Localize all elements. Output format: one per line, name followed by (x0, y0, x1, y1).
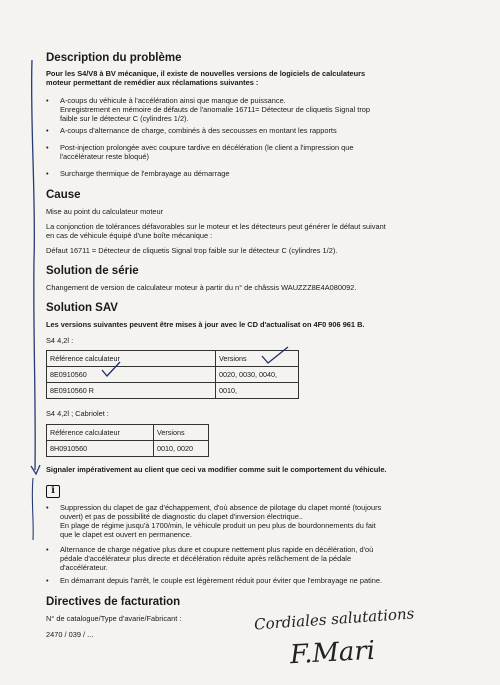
table-header-cell: Versions (216, 351, 299, 367)
table-cell: 0020, 0030, 0040, (216, 367, 299, 383)
section-title-description: Description du problème (46, 52, 182, 64)
cause-line-2: La conjonction de tolérances défavorables sur le moteur et les détecteurs peut générer le défaut suivant (46, 222, 386, 231)
facturation-line-1: N° de catalogue/Type d'avarie/Fabricant : (46, 614, 182, 623)
table-cell: 8E0910560 (47, 367, 216, 383)
table-cell: 8H0910560 (47, 441, 154, 457)
document-page: Description du problème Pour les S4/V8 à BV mécanique, il existe de nouvelles versions de logiciels de calculateurs moteur permettant de remédier aux réclamations suivantes : • A-coups du véhicule à l'accélération ainsi que manque de puissance. Enregistrement en mémoire de défauts de l'anomalie 16711= Détecteur de cliquetis Signal trop faible sur le détecteur C (cylindres 1/2). • A-coups d'alternance de charge, combinés à des secousses en montant les rapports • Post-injection prolongée avec coupure tardive en décélération (le client a l'impression que l'accélérateur reste bloqué) • Surcharge thermique de l'embrayage au démarrage Cause Mise au point du calculateur moteur La conjonction de tolérances défavorables sur le moteur et les détecteurs peut générer le défaut suivant en cas de véhicule équipé d'une boîte mécanique : Défaut 16711 = Détecteur de cliquetis Signal trop faible sur le détecteur C (cylindres 1/2). Solution de série Changement de version de calculateur moteur à partir du n° de châssis WAUZZZ8E4A080092. Solution SAV Les versions suivantes peuvent être mises à jour avec le CD d'actualisat on 4F0 906 961 B. S4 4,2l : Référence calculateur Versions 8E0910560 0020, 0030, 0040, 8E0910560 R 0010, S4 4,2l ; Cabriolet : Référence calculateur Versions 8H0910560 0010, 0020 Signaler impérativement au client que ceci va modifier comme suit le comportement du véhicule. i • Suppression du clapet de gaz d'échappement, d'où absence de pilotage du clapet monté (toujours ouvert) et pas de possibilité de diagnostic du clapet d'inversion électrique.. En plage de régime jusqu'à 1700/min, le véhicule produit un peu plus de bourdonnements du fait que le clapet est ouvert en permanence. • Alternance de charge négative plus dure et coupure nettement plus rapide en décélération, d'où pédale d'accélérateur plus directe et décélération réduite après relâchement de la pédale d'accélérateur. • En démarrant depuis l'arrêt, le couple est légèrement réduit pour éviter que l'embrayage ne patine. Directives de facturation N° de catalogue/Type d'avarie/Fabricant : 2470 / 039 / ... Cordiales salutations F.Mari (0, 0, 500, 685)
section-title-sav: Solution SAV (46, 302, 118, 314)
info-icon: i (46, 485, 60, 498)
table-cell: 0010, 0020 (154, 441, 209, 457)
table-row (47, 441, 209, 457)
check-mark-icon (102, 362, 120, 376)
table-cell: 0010, (216, 383, 299, 399)
handwritten-signature: F.Mari (289, 635, 376, 671)
table-header-cell: Versions (154, 425, 209, 441)
section-title-serie: Solution de série (46, 265, 139, 277)
table-header-cell: Référence calculateur (47, 425, 154, 441)
sav-line-1: Les versions suivantes peuvent être mises à jour avec le CD d'actualisat on 4F0 906 961 B. (46, 320, 365, 329)
table-header-row (47, 425, 209, 441)
handwritten-greeting: Cordiales salutations (253, 604, 415, 634)
label-cabriolet: S4 4,2l ; Cabriolet : (46, 409, 109, 418)
section-title-facturation: Directives de facturation (46, 596, 181, 608)
table-cell: 8E0910560 R (47, 383, 216, 399)
label-s4: S4 4,2l : (46, 336, 74, 345)
facturation-line-2: 2470 / 039 / ... (46, 630, 94, 639)
intro-line-2: moteur permettant de remédier aux réclamations suivantes : (46, 78, 259, 87)
serie-line-1: Changement de version de calculateur moteur à partir du n° de châssis WAUZZZ8E4A080092. (46, 283, 357, 292)
cause-line-3: en cas de véhicule équipé d'une boîte mécanique : (46, 231, 213, 240)
versions-table-cabriolet (46, 424, 209, 457)
cause-line-1: Mise au point du calculateur moteur (46, 207, 164, 216)
table-header-cell: Référence calculateur (47, 351, 216, 367)
section-title-cause: Cause (46, 189, 81, 201)
warning-line: Signaler impérativement au client que ceci va modifier comme suit le comportement du véhicule. (46, 465, 387, 474)
check-mark-icon (262, 347, 288, 363)
cause-line-4: Défaut 16711 = Détecteur de cliquetis Signal trop faible sur le détecteur C (cylindres 1/2). (46, 246, 338, 255)
intro-line-1: Pour les S4/V8 à BV mécanique, il existe de nouvelles versions de logiciels de calculateurs (46, 69, 366, 78)
